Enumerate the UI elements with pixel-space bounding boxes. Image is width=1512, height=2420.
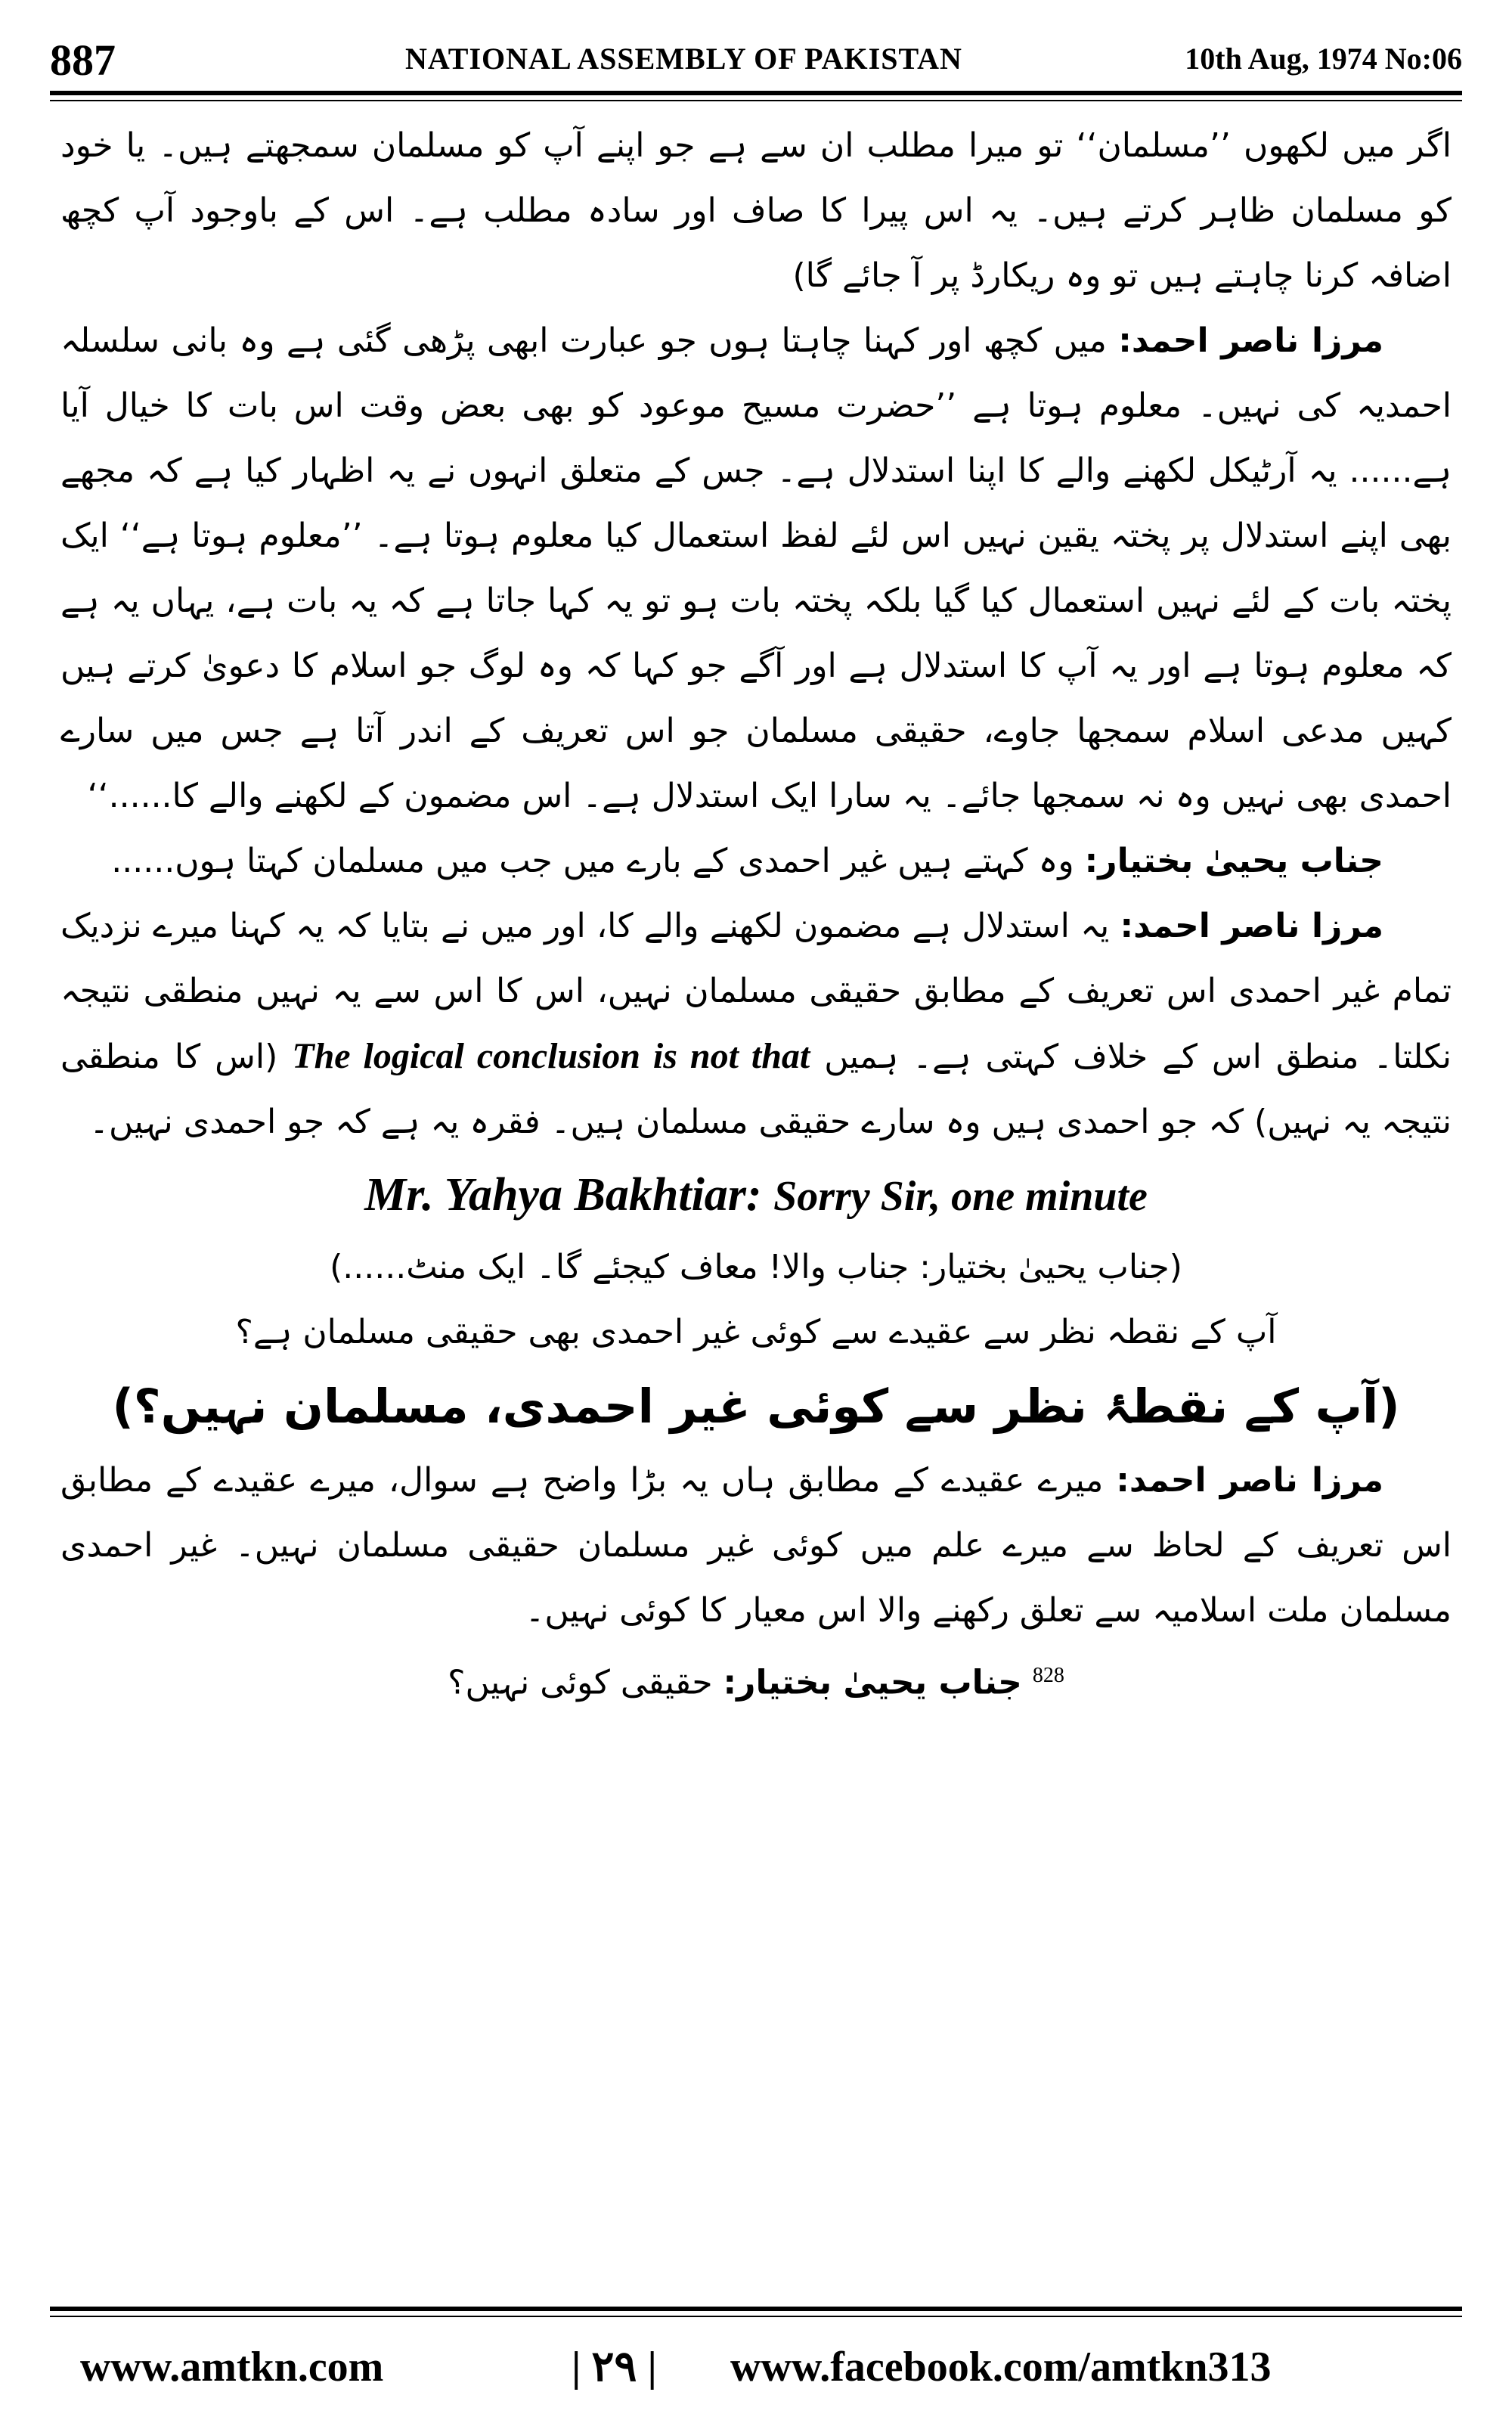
paragraph (60, 1448, 1452, 1643)
paragraph-text: میرے عقیدے کے مطابق ہاں یہ بڑا واضح ہے سوال، میرے عقیدے کے مطابق اس تعریف کے لحاظ سے میرے علم میں کوئی غیر مسلمان حقیقی مسلمان نہیں۔ غیر احمدی مسلمان ملت اسلامیہ سے تعلق رکھنے والا اس معیار کا کوئی نہیں۔ (60, 1461, 1452, 1630)
paragraph (60, 829, 1452, 894)
paragraph-text: میں کچھ اور کہنا چاہتا ہوں جو عبارت ابھی پڑھی گئی ہے وہ بانی سلسلہ احمدیہ کی نہیں۔ معلوم ہوتا ہے ’’حضرت مسیح موعود کو بھی بعض وقت اس بات کا خیال آیا ہے...... یہ آرٹیکل لکھنے والے کا اپنا استدلال ہے۔ جس کے متعلق انہوں نے یہ اظہار کیا ہے کہ مجھے بھی اپنے استدلال پر پختہ یقین نہیں اس لئے لفظ استعمال کیا معلوم ہوتا ہے۔ ’’معلوم ہوتا ہے‘‘ ایک پختہ بات کے لئے نہیں استعمال کیا گیا بلکہ پختہ بات ہو تو یہ کہا جاتا ہے کہ یہ بات ہے، یہاں یہ ہے کہ معلوم ہوتا ہے اور یہ آپ کا استدلال ہے اور آگے جو کہا کہ وہ لوگ جو اسلام کا دعویٰ کرتے ہیں کہیں مدعی اسلام سمجھا جاوے، حقیقی مسلمان جو اس تعریف کے اندر آتا ہے جس میں سارے احمدی بھی نہیں وہ نہ سمجھا جائے۔ یہ سارا ایک استدلال ہے۔ اس مضمون کے لکھنے والے کا......‘‘ (60, 321, 1452, 815)
english-speaker: Mr. Yahya Bakhtiar: (364, 1169, 762, 1221)
question-line-large: (آپ کے نقطۂ نظر سے کوئی غیر احمدی، مسلمان نہیں؟) (112, 1379, 1400, 1434)
header-date-number: 10th Aug, 1974 No:06 (1185, 42, 1462, 76)
footer-rule-thick (50, 2307, 1462, 2311)
document-body (60, 113, 1452, 1716)
speaker-name: مرزا ناصر احمد: (1120, 907, 1383, 945)
header-rule-thick (50, 91, 1462, 95)
page-footer (50, 2337, 1462, 2397)
paragraph: اگر میں لکھوں ’’مسلمان‘‘ تو میرا مطلب ان سے ہے جو اپنے آپ کو مسلمان سمجھتے ہیں۔ یا خود کو مسلمان ظاہر کرتے ہیں۔ یہ اس پیرا کا صاف اور سادہ مطلب ہے۔ اس کے باوجود آپ کچھ اضافہ کرنا چاہتے ہیں تو وہ ریکارڈ پر آ جائے گا) (60, 126, 1452, 295)
english-text: Sorry Sir, one minute (773, 1173, 1148, 1220)
english-dialogue-line (60, 1161, 1452, 1230)
paragraph-text: یہ استدلال ہے مضمون لکھنے والے کا، اور میں نے بتایا کہ یہ کہنا میرے نزدیک تمام غیر احمدی اس تعریف کے مطابق حقیقی مسلمان نہیں، اس کا اس سے یہ نہیں منطقی نتیجہ نکلتا۔ منطق اس کے خلاف کہتی ہے۔ ہمیں (60, 907, 1452, 1076)
speaker-name: مرزا ناصر احمد: (1118, 321, 1383, 360)
question-line: آپ کے نقطہ نظر سے عقیدے سے کوئی غیر احمدی بھی حقیقی مسلمان ہے؟ (235, 1313, 1277, 1351)
page-number: 887 (50, 36, 116, 85)
footer-facebook-link[interactable]: www.facebook.com/amtkn313 (730, 2344, 1272, 2391)
english-quote: The logical conclusion is not that (292, 1036, 810, 1076)
paragraph-text: حقیقی کوئی نہیں؟ (448, 1663, 713, 1702)
paragraph (60, 894, 1452, 1155)
header-title: NATIONAL ASSEMBLY OF PAKISTAN (405, 42, 962, 76)
footer-website-link[interactable]: www.amtkn.com (80, 2344, 384, 2391)
paragraph (60, 309, 1452, 829)
speaker-name: جناب یحییٰ بختیار: (723, 1663, 1022, 1702)
translation-line: (جناب یحییٰ بختیار: جناب والا! معاف کیجئے گا۔ ایک منٹ......) (330, 1248, 1182, 1286)
header-rule-thin (50, 100, 1462, 101)
paragraph-text: وہ کہتے ہیں غیر احمدی کے بارے میں جب میں مسلمان کہتا ہوں...... (111, 842, 1074, 880)
footer-rule-thin (50, 2316, 1462, 2317)
paragraph (60, 1643, 1452, 1716)
footer-page-number: | ۲۹ | (572, 2344, 657, 2391)
reference-number: 828 (1032, 1664, 1064, 1687)
paragraph-text: (اس کا منطقی نتیجہ یہ نہیں) کہ جو احمدی ہیں وہ سارے حقیقی مسلمان ہیں۔ فقرہ یہ ہے کہ جو احمدی نہیں۔ (60, 1038, 1452, 1141)
page-header (50, 30, 1462, 91)
speaker-name: مرزا ناصر احمد: (1116, 1461, 1383, 1500)
speaker-name: جناب یحییٰ بختیار: (1084, 842, 1383, 880)
